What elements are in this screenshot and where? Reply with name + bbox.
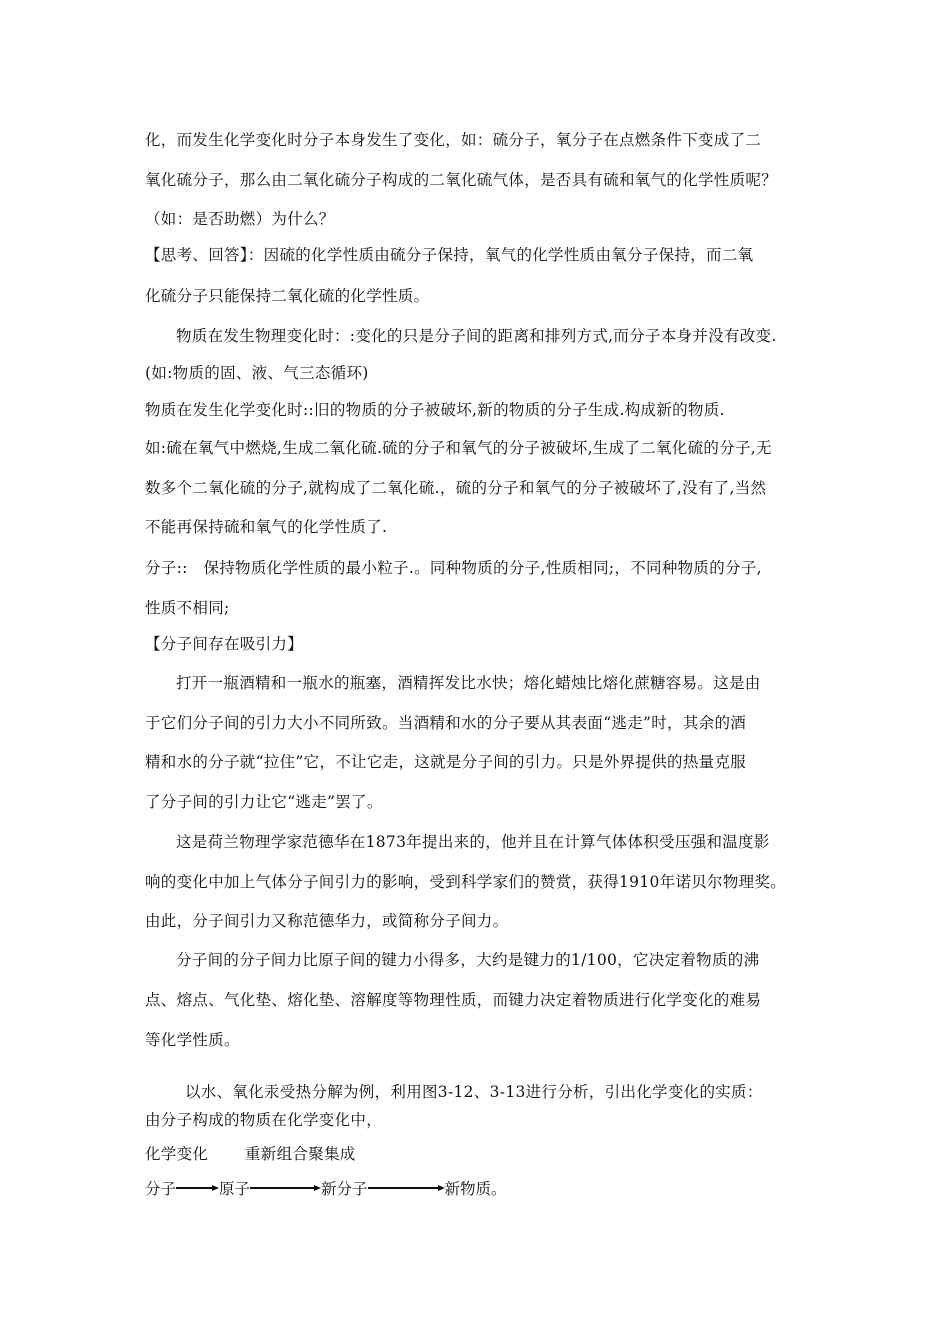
text-line: 数多个二氧化硫的分子,就构成了二氧化硫.，硫的分子和氧气的分子被破坏了,没有了,当然 xyxy=(145,479,767,497)
text-line: 于它们分子间的引力大小不同所致。当酒精和水的分子要从其表面“逃走”时，其余的酒 xyxy=(145,714,747,732)
text-line: （如：是否助燃）为什么？ xyxy=(145,210,335,228)
flow-new-molecule: 新分子 xyxy=(321,1180,368,1198)
text-line: 精和水的分子就“拉住”它，不让它走，这就是分子间的引力。只是外界提供的热量克服 xyxy=(145,753,747,771)
chem-change-label: 化学变化 xyxy=(145,1145,209,1163)
text-line: 以水、氧化汞受热分解为例，利用图3-12、3-13进行分析，引出化学变化的实质： xyxy=(185,1083,763,1101)
arrow-right-icon xyxy=(176,1185,219,1191)
text-line: 响的变化中加上气体分子间引力的影响，受到科学家们的赞赏，获得1910年诺贝尔物理奖。 xyxy=(145,873,787,891)
text-line: 化，而发生化学变化时分子本身发生了变化，如：硫分子，氧分子在点燃条件下变成了二 xyxy=(145,131,762,149)
text-line: 物质在发生物理变化时：:变化的只是分子间的距离和排列方式,而分子本身并没有改变. xyxy=(176,327,777,345)
text-line: 【思考、回答】：因硫的化学性质由硫分子保持，氧气的化学性质由氧分子保持，而二氧 xyxy=(145,246,754,264)
text-line: 打开一瓶酒精和一瓶水的瓶塞，酒精挥发比水快；熔化蜡烛比熔化蔗糖容易。这是由 xyxy=(176,674,761,692)
text-line: 由此，分子间引力又称范德华力，或简称分子间力。 xyxy=(145,912,509,930)
text-line: 分子:: 保持物质化学性质的最小粒子.。同种物质的分子,性质相同;，不同种物质的分子, xyxy=(145,559,762,577)
flow-new-substance: 新物质。 xyxy=(444,1180,507,1198)
arrow-right-icon xyxy=(368,1185,445,1191)
flow-atom: 原子 xyxy=(219,1180,251,1198)
text-line: 点、熔点、气化垫、熔化垫、溶解度等物理性质，而键力决定着物质进行化学变化的难易 xyxy=(145,991,762,1009)
section-heading: 【分子间存在吸引力】 xyxy=(145,635,304,653)
text-line: 物质在发生化学变化时::旧的物质的分子被破坏,新的物质的分子生成.构成新的物质. xyxy=(145,401,725,419)
text-line: 由分子构成的物质在化学变化中， xyxy=(145,1111,383,1129)
text-line: 分子间的分子间力比原子间的键力小得多，大约是键力的1/100，它决定着物质的沸 xyxy=(176,951,760,969)
text-line: 了分子间的引力让它“逃走”罢了。 xyxy=(145,793,383,811)
text-line: 氧化硫分子，那么由二氧化硫分子构成的二氧化硫气体，是否具有硫和氧气的化学性质呢？ xyxy=(145,171,778,189)
flow-molecule: 分子 xyxy=(145,1180,177,1198)
recombine-label: 重新组合聚集成 xyxy=(245,1145,356,1163)
text-line: 等化学性质。 xyxy=(145,1031,240,1049)
text-line: (如:物质的固、液、气三态循环) xyxy=(145,364,369,382)
arrow-right-icon xyxy=(250,1185,321,1191)
text-line: 不能再保持硫和氧气的化学性质了. xyxy=(145,518,388,536)
reaction-flow xyxy=(145,1177,507,1199)
text-line: 这是荷兰物理学家范德华在1873年提出来的，他并且在计算气体体积受压强和温度影 xyxy=(176,833,770,851)
text-line: 化硫分子只能保持二氧化硫的化学性质。 xyxy=(145,287,430,305)
text-line: 性质不相同; xyxy=(145,599,230,617)
text-line: 如:硫在氧气中燃烧,生成二氧化硫.硫的分子和氧气的分子被破坏,生成了二氧化硫的分子,无 xyxy=(145,439,772,457)
